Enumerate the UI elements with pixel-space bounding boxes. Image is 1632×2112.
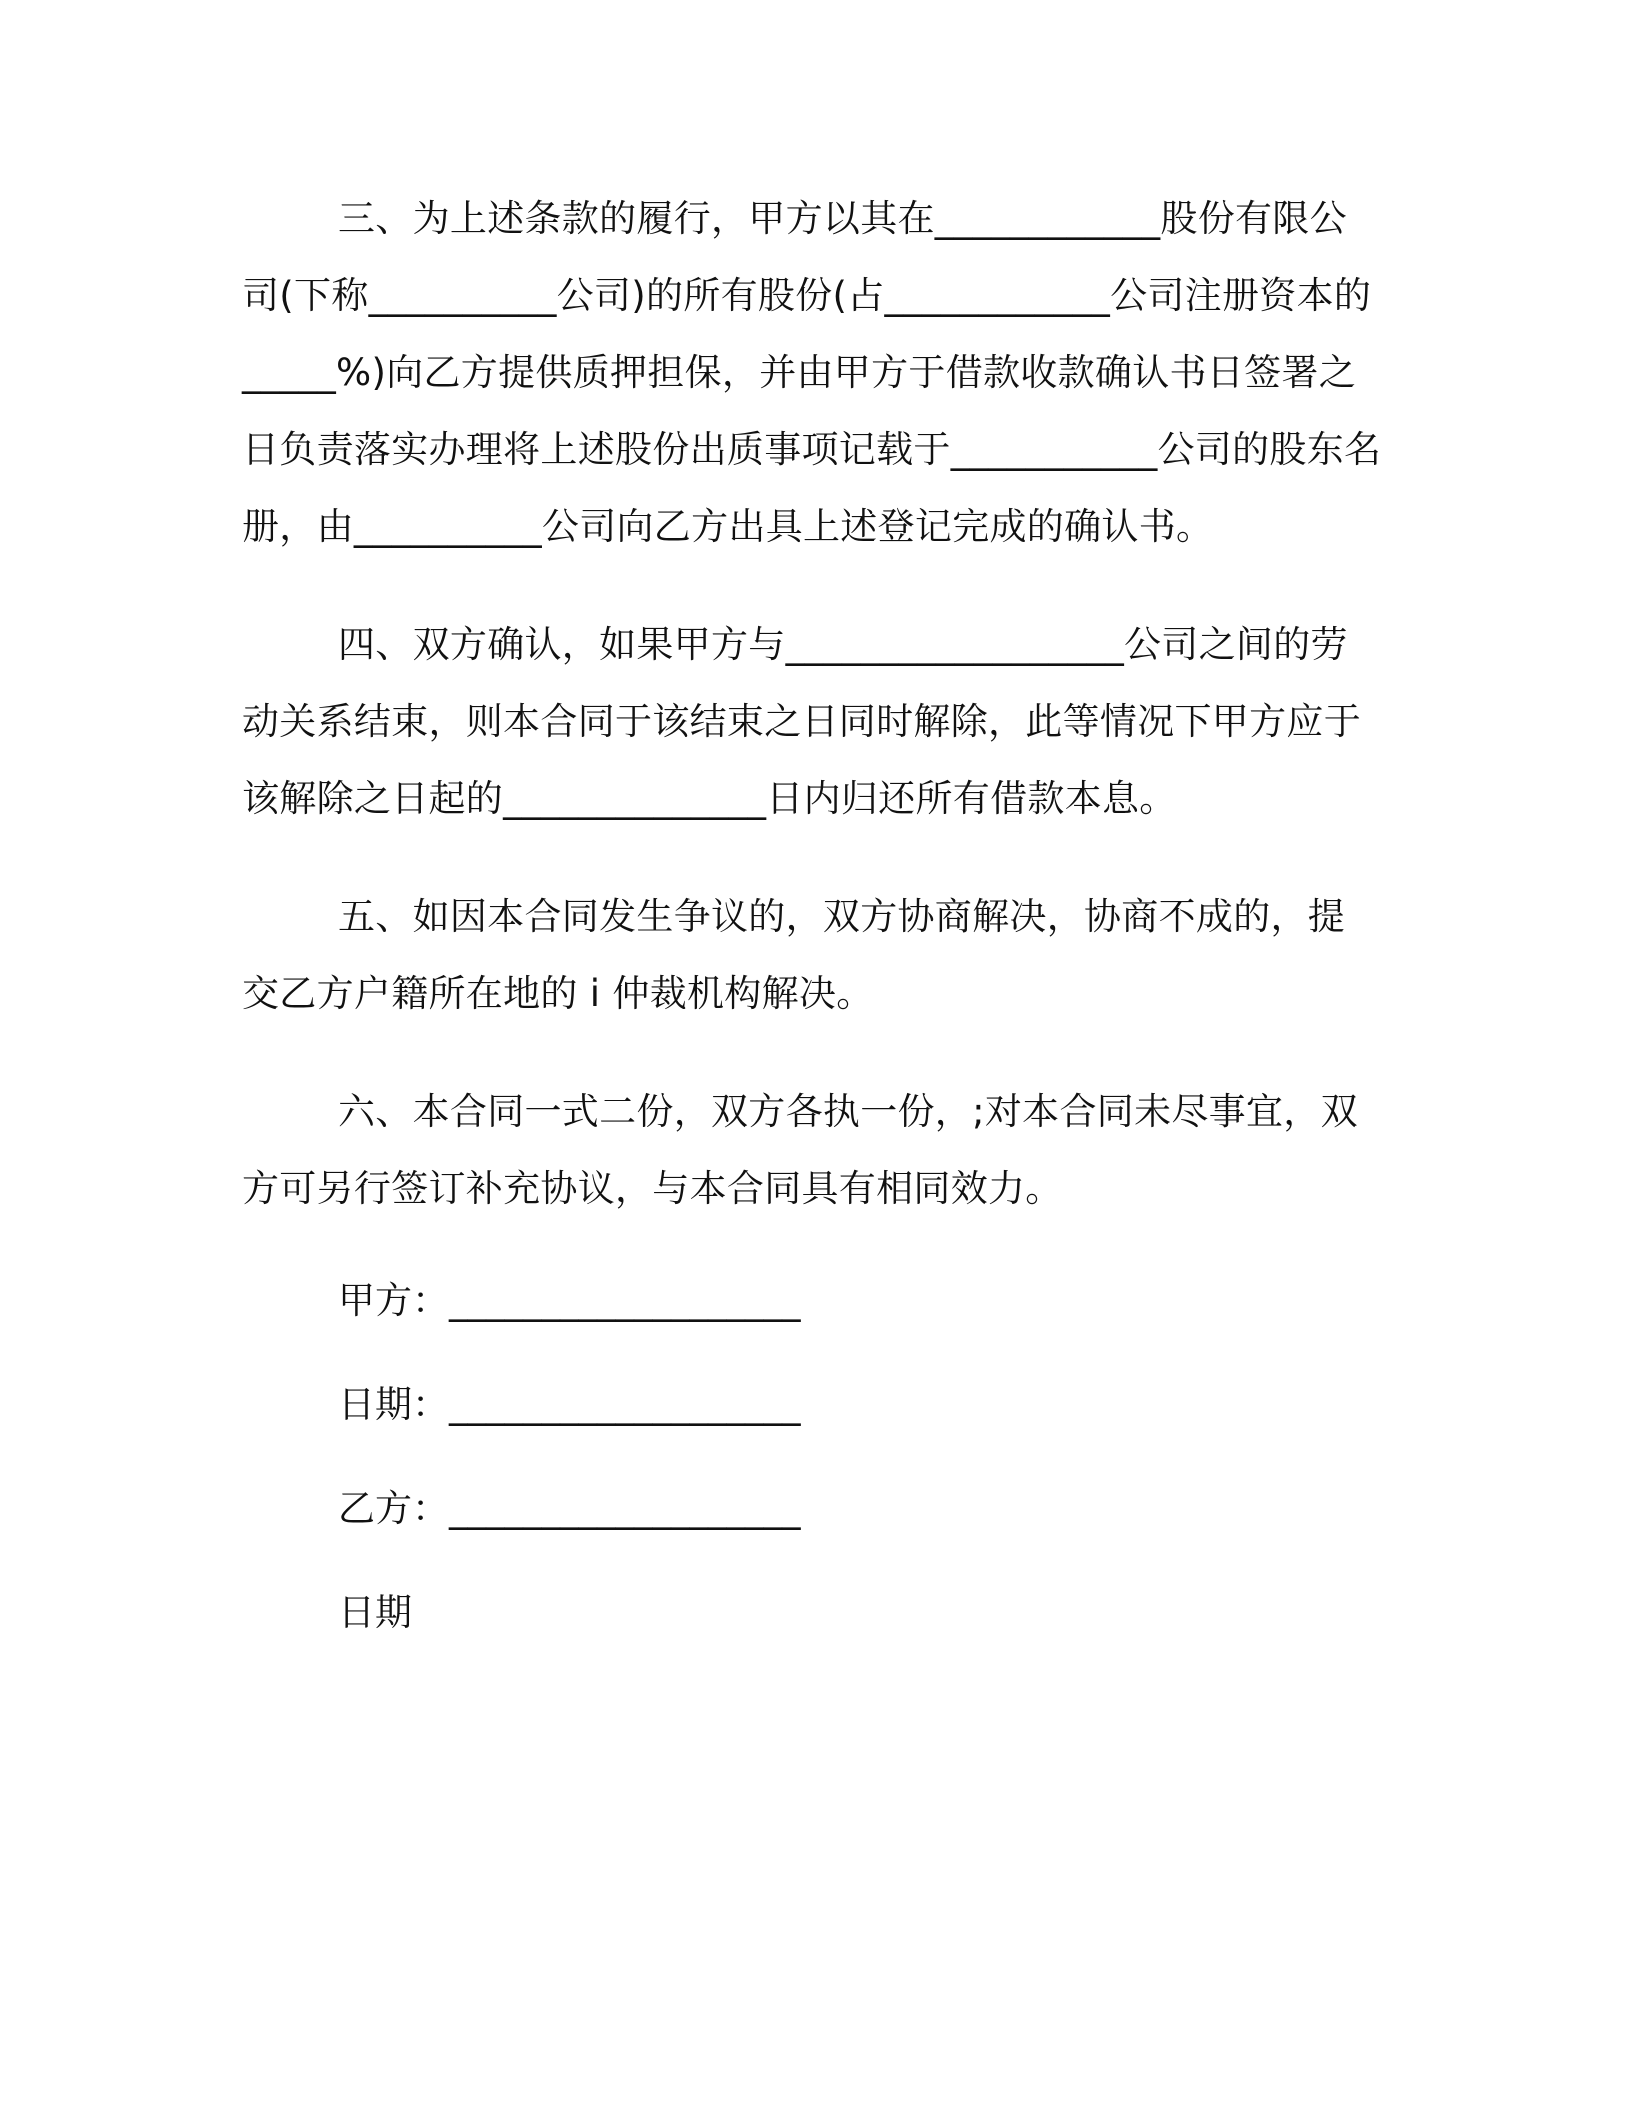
clause-6: 六、本合同一式二份，双方各执一份，;对本合同未尽事宜，双方可另行签订补充协议，与本合同具有相同效力。: [242, 1090, 1358, 1210]
party-b-signature-line: [338, 1476, 1382, 1542]
clause-3: 三、为上述条款的履行，甲方以其在____________股份有限公司(下称__________公司)的所有股份(占____________公司注册资本的 _____%)向乙方提供质押担保，并由甲方于借款收款确认书日签署之日负责落实办理将上述股份出质事项记载于___________公司的股东名册，由__________公司向乙方出具上述登记完成的确认书。: [242, 197, 1382, 548]
document-body: [242, 180, 1382, 1684]
party-a-signature-line: [338, 1268, 1382, 1334]
party-a-label: 甲方：: [338, 1279, 449, 1322]
party-b-date-label: 日期: [338, 1591, 412, 1634]
clause-4: 四、双方确认，如果甲方与__________________公司之间的劳动关系结束，则本合同于该结束之日同时解除，此等情况下甲方应于该解除之日起的______________日内归还所有借款本息。: [242, 623, 1361, 820]
party-a-blank: ___________________: [449, 1279, 801, 1322]
clause-5: 五、如因本合同发生争议的，双方协商解决，协商不成的，提交乙方户籍所在地的 i 仲裁机构解决。: [242, 895, 1346, 1015]
party-a-date-line: [338, 1372, 1382, 1438]
party-b-label: 乙方：: [338, 1487, 449, 1530]
party-a-date-label: 日期：: [338, 1383, 449, 1426]
signature-block: [242, 1268, 1382, 1646]
party-b-date-line: [338, 1580, 1382, 1646]
party-b-blank: ___________________: [449, 1487, 801, 1530]
party-a-date-blank: ___________________: [449, 1383, 801, 1426]
